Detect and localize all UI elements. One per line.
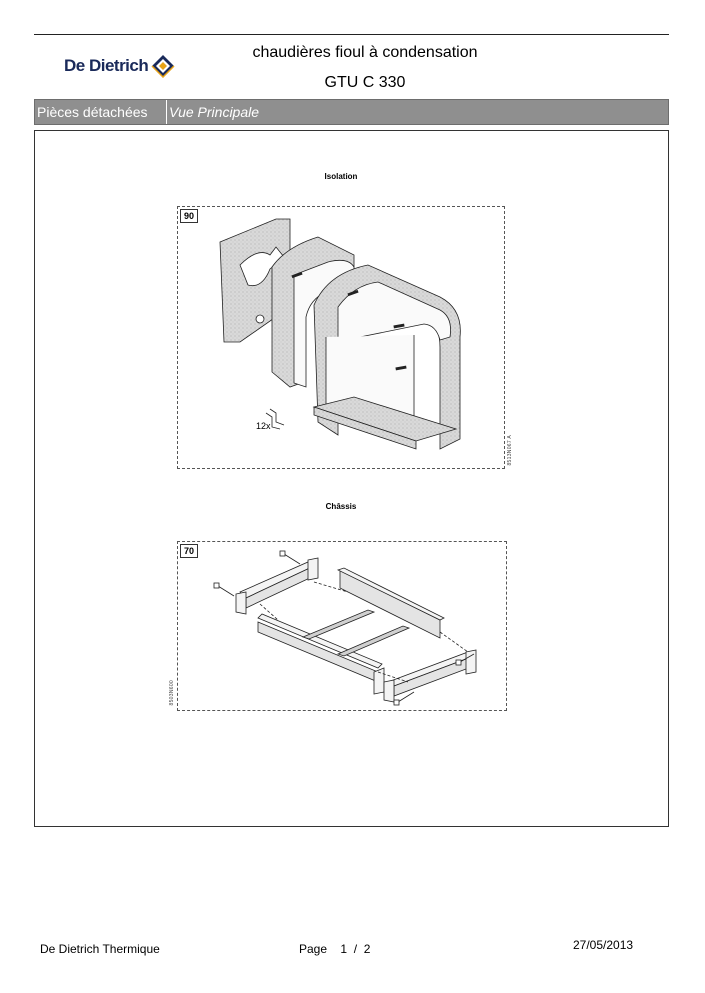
quantity-label: 12x xyxy=(256,421,271,431)
chassis-drawing xyxy=(178,542,506,710)
header-rule xyxy=(34,34,669,35)
diagram-code: 8503N600 xyxy=(169,680,175,706)
diagram-panel-chassis xyxy=(169,541,507,711)
page-label: Page xyxy=(299,942,328,956)
ref-number: 90 xyxy=(180,209,198,223)
footer-company: De Dietrich Thermique xyxy=(40,942,160,956)
page-current: 1 xyxy=(340,942,348,956)
footer-date: 27/05/2013 xyxy=(573,938,634,952)
parts-frame xyxy=(34,130,669,827)
model-name: GTU C 330 xyxy=(324,74,406,91)
section-bar xyxy=(34,99,669,125)
document-title: chaudières fioul à condensation xyxy=(252,44,478,61)
brand-logo xyxy=(64,54,175,78)
ref-number: 70 xyxy=(180,544,198,558)
diagram-title-isolation: Isolation xyxy=(324,172,358,181)
isolation-drawing xyxy=(178,207,504,468)
diamond-logo-icon xyxy=(151,54,175,78)
page-total: 2 xyxy=(363,942,371,956)
view-label: Vue Principale xyxy=(169,104,260,120)
brand-name: De Dietrich xyxy=(64,56,149,75)
section-label: Pièces détachées xyxy=(35,100,167,124)
page-separator: / xyxy=(353,942,358,956)
diagram-panel-isolation xyxy=(177,206,513,469)
page-indicator xyxy=(299,942,370,956)
diagram-code: 8513N067 A xyxy=(507,435,513,466)
diagram-title-chassis: Châssis xyxy=(325,502,357,511)
